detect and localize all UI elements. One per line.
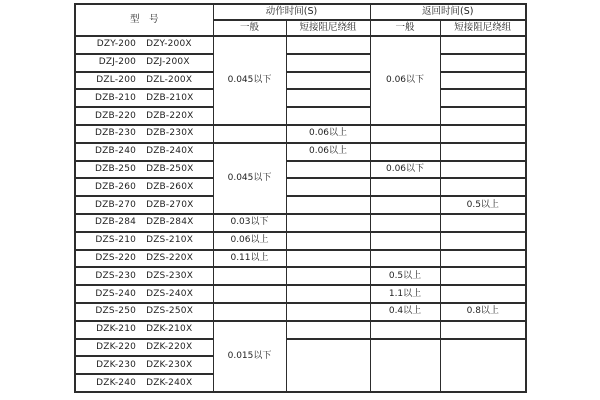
empty-cell	[440, 89, 526, 107]
empty-cell	[440, 54, 526, 72]
model-name: DZB-260	[94, 181, 137, 192]
model-name: DZS-240	[95, 288, 137, 299]
model-name-x: DZB-220X	[146, 110, 194, 121]
table-row	[75, 36, 526, 54]
model-cell	[75, 54, 213, 72]
action-general-value: 0.045以下	[213, 143, 286, 214]
table-row	[75, 303, 526, 321]
empty-cell	[370, 196, 440, 214]
empty-cell	[370, 250, 440, 268]
model-name-x: DZK-210X	[146, 324, 193, 335]
empty-cell	[286, 89, 370, 107]
empty-cell	[440, 178, 526, 196]
model-cell	[75, 339, 213, 357]
action-general-value: 0.045以下	[213, 36, 286, 125]
empty-cell	[440, 267, 526, 285]
table-row	[75, 178, 526, 196]
empty-cell	[286, 339, 370, 392]
return-general-value: 0.4以上	[370, 303, 440, 321]
table-row	[75, 107, 526, 125]
spec-table-container	[74, 3, 527, 393]
model-name: DZL-200	[96, 74, 137, 85]
empty-cell	[440, 125, 526, 143]
action-damped-value: 0.06以上	[286, 125, 370, 143]
empty-cell	[286, 36, 370, 54]
empty-cell	[440, 214, 526, 232]
model-name-x: DZB-270X	[146, 199, 194, 210]
table-row	[75, 321, 526, 339]
empty-cell	[286, 232, 370, 250]
empty-cell	[213, 285, 286, 303]
model-name: DZB-210	[94, 92, 137, 103]
empty-cell	[440, 36, 526, 54]
model-name-x: DZB-250X	[146, 163, 194, 174]
model-name: DZK-210	[96, 324, 137, 335]
table-row	[75, 285, 526, 303]
model-name: DZK-240	[96, 377, 137, 388]
empty-cell	[370, 214, 440, 232]
table-row	[75, 339, 526, 357]
model-name-x: DZL-200X	[146, 74, 193, 85]
action-damped-value: 0.06以上	[286, 143, 370, 161]
table-row	[75, 267, 526, 285]
table-row	[75, 54, 526, 72]
model-name: DZJ-200	[98, 57, 137, 68]
model-name-x: DZK-220X	[146, 341, 193, 352]
empty-cell	[440, 285, 526, 303]
action-general-value: 0.06以上	[213, 232, 286, 250]
empty-cell	[286, 161, 370, 179]
empty-cell	[370, 125, 440, 143]
empty-cell	[213, 303, 286, 321]
return-general-value: 1.1以上	[370, 285, 440, 303]
model-cell	[75, 285, 213, 303]
empty-cell	[370, 232, 440, 250]
model-name: DZB-230	[94, 128, 137, 139]
model-cell	[75, 107, 213, 125]
empty-cell	[286, 107, 370, 125]
spec-table	[74, 3, 527, 393]
header-action-general: 一般	[213, 20, 286, 36]
empty-cell	[286, 178, 370, 196]
model-name-x: DZJ-200X	[146, 57, 190, 68]
header-return-general: 一般	[370, 20, 440, 36]
model-name: DZS-220	[95, 252, 137, 263]
header-model: 型 号	[75, 4, 213, 36]
model-cell	[75, 72, 213, 90]
empty-cell	[286, 54, 370, 72]
table-header	[75, 4, 526, 36]
table-row	[75, 161, 526, 179]
model-cell	[75, 303, 213, 321]
model-cell	[75, 89, 213, 107]
model-name: DZB-220	[94, 110, 137, 121]
model-cell	[75, 321, 213, 339]
empty-cell	[286, 196, 370, 214]
model-cell	[75, 250, 213, 268]
empty-cell	[440, 232, 526, 250]
empty-cell	[213, 267, 286, 285]
model-name: DZK-230	[96, 359, 137, 370]
return-damped-value: 0.5以上	[440, 196, 526, 214]
model-name: DZS-250	[95, 306, 137, 317]
empty-cell	[440, 107, 526, 125]
header-return-time: 返回时间(S)	[370, 4, 526, 20]
model-cell	[75, 374, 213, 392]
model-name: DZY-200	[96, 39, 137, 50]
model-name: DZB-250	[94, 163, 137, 174]
model-name-x: DZK-230X	[146, 359, 193, 370]
table-row	[75, 232, 526, 250]
model-cell	[75, 214, 213, 232]
empty-cell	[213, 125, 286, 143]
action-general-value: 0.11以上	[213, 250, 286, 268]
table-row	[75, 250, 526, 268]
model-name: DZS-210	[95, 235, 137, 246]
model-name-x: DZK-240X	[146, 377, 193, 388]
table-row	[75, 196, 526, 214]
empty-cell	[440, 143, 526, 161]
table-row	[75, 214, 526, 232]
model-cell	[75, 178, 213, 196]
header-return-damped: 短接阻尼绕组	[440, 20, 526, 36]
empty-cell	[440, 161, 526, 179]
table-row	[75, 89, 526, 107]
model-name-x: DZS-250X	[146, 306, 194, 317]
model-cell	[75, 36, 213, 54]
model-cell	[75, 196, 213, 214]
model-name-x: DZY-200X	[146, 39, 192, 50]
empty-cell	[286, 321, 370, 339]
table-row	[75, 143, 526, 161]
model-name-x: DZS-240X	[146, 288, 194, 299]
model-name-x: DZB-210X	[146, 92, 194, 103]
empty-cell	[370, 321, 440, 339]
header-action-time: 动作时间(S)	[213, 4, 370, 20]
model-cell	[75, 267, 213, 285]
model-name: DZB-240	[94, 146, 137, 157]
empty-cell	[286, 250, 370, 268]
table-row	[75, 72, 526, 90]
empty-cell	[370, 143, 440, 161]
table-row	[75, 125, 526, 143]
model-cell	[75, 356, 213, 374]
model-cell	[75, 232, 213, 250]
header-action-damped: 短接阻尼绕组	[286, 20, 370, 36]
table-body	[75, 36, 526, 392]
model-cell	[75, 125, 213, 143]
model-name: DZB-284	[94, 217, 137, 228]
model-name-x: DZB-284X	[146, 217, 194, 228]
model-name-x: DZS-230X	[146, 270, 194, 281]
action-general-value: 0.03以下	[213, 214, 286, 232]
empty-cell	[370, 339, 440, 392]
model-name-x: DZS-220X	[146, 252, 194, 263]
empty-cell	[440, 72, 526, 90]
empty-cell	[286, 214, 370, 232]
empty-cell	[286, 72, 370, 90]
model-name: DZK-220	[96, 341, 137, 352]
return-general-value: 0.5以上	[370, 267, 440, 285]
action-general-value: 0.015以下	[213, 321, 286, 392]
model-name: DZS-230	[95, 270, 137, 281]
empty-cell	[440, 250, 526, 268]
return-general-value: 0.06以下	[370, 36, 440, 125]
model-name: DZB-270	[94, 199, 137, 210]
return-general-value: 0.06以下	[370, 161, 440, 179]
empty-cell	[440, 339, 526, 392]
empty-cell	[440, 321, 526, 339]
empty-cell	[286, 303, 370, 321]
model-name-x: DZB-240X	[146, 146, 194, 157]
header-row-groups	[75, 4, 526, 20]
model-name-x: DZB-230X	[146, 128, 194, 139]
empty-cell	[370, 178, 440, 196]
model-name-x: DZB-260X	[146, 181, 194, 192]
return-damped-value: 0.8以上	[440, 303, 526, 321]
model-cell	[75, 143, 213, 161]
empty-cell	[286, 285, 370, 303]
empty-cell	[286, 267, 370, 285]
model-name-x: DZS-210X	[146, 235, 194, 246]
model-cell	[75, 161, 213, 179]
